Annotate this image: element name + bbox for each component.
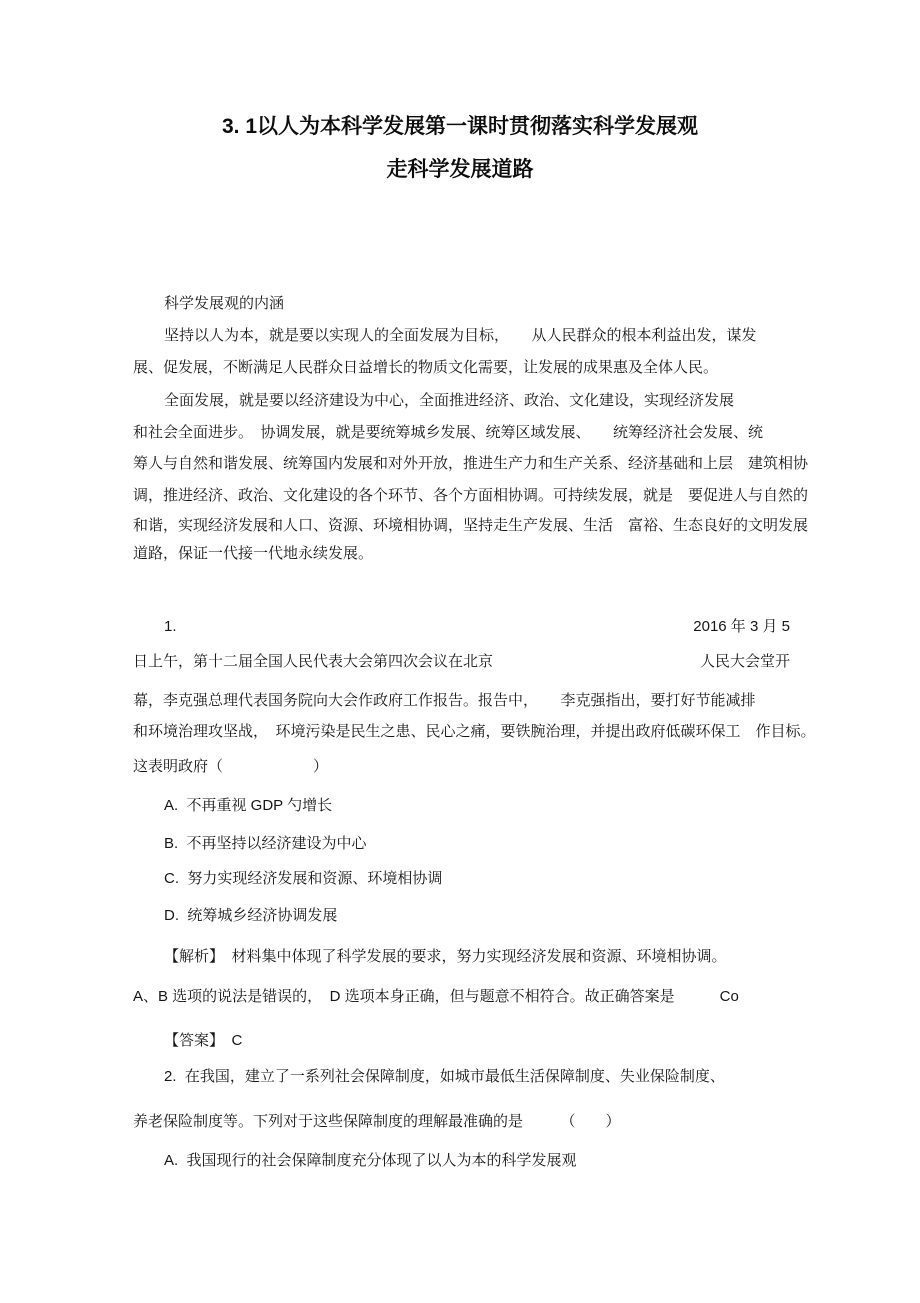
q1-line2-right: 人民大会堂开 — [699, 653, 790, 670]
q1-line2-left: 日上午，第十二届全国人民代表大会第四次会议在北京 — [133, 653, 494, 670]
q1-option-a: A. 不再重视 GDP 勺增长 — [164, 797, 333, 814]
intro-line: 全面发展，就是要以经济建设为中心，全面推进经济、政治、文化建设，实现经济发展 — [164, 392, 735, 409]
q1-stem-brackets: 这表明政府（ ） — [133, 758, 329, 775]
intro-line: 筹人与自然和谐发展、统筹国内发展和对外开放，推进生产力和生产关系、经济基础和上层 建筑相协 — [133, 455, 809, 472]
q1-option-d: D. 统筹城乡经济协调发展 — [164, 907, 338, 924]
intro-line: 展、促发展，不断满足人民群众日益增长的物质文化需要，让发展的成果惠及全体人民。 — [133, 359, 719, 376]
intro-line: 坚持以人为本，就是要以实现人的全面发展为目标， 从人民群众的根本利益出发，谋发 — [164, 327, 757, 344]
q1-answer: 【答案】 C — [164, 1032, 243, 1049]
doc-title-line-1: 3. 1以人为本科学发展第一课时贯彻落实科学发展观 — [221, 115, 699, 138]
q1-analysis-line-2: A、B 选项的说法是错误的， D 选项本身正确，但与题意不相符合。故正确答案是 Co — [133, 988, 739, 1005]
intro-line: 和谐，实现经济发展和人口、资源、环境相协调，坚持走生产发展、生活 富裕、生态良好的文明发展 — [133, 517, 809, 534]
intro-line: 道路，保证一代接一代地永续发展。 — [133, 545, 374, 562]
doc-title-line-2: 走科学发展道路 — [386, 158, 534, 181]
q2-line: 养老保险制度等。下列对于这些保障制度的理解最准确的是 （ ） — [133, 1113, 621, 1130]
q1-number: 1. — [164, 618, 177, 635]
intro-heading: 科学发展观的内涵 — [164, 295, 285, 312]
q1-option-b: B. 不再坚持以经济建设为中心 — [164, 835, 367, 852]
q2-option-a: A. 我国现行的社会保障制度充分体现了以人为本的科学发展观 — [164, 1152, 577, 1169]
q1-analysis-line-1: 【解析】 材料集中体现了科学发展的要求，努力实现经济发展和资源、环境相协调。 — [164, 948, 727, 965]
intro-line: 和社会全面进步。 协调发展，就是要统筹城乡发展、统筹区域发展、 统筹经济社会发展、统 — [133, 424, 764, 441]
q1-date: 2016 年 3 月 5 — [693, 618, 790, 635]
q1-line: 和环境治理攻坚战， 环境污染是民生之患、民心之痛，要铁腕治理，并提出政府低碳环保工 作目标。 — [133, 723, 816, 740]
q1-first-line — [133, 616, 790, 638]
q1-option-c: C. 努力实现经济发展和资源、环境相协调 — [164, 870, 443, 887]
q2-line: 2. 在我国，建立了一系列社会保障制度，如城市最低生活保障制度、失业保险制度、 — [164, 1068, 725, 1085]
intro-line: 调，推进经济、政治、文化建设的各个环节、各个方面相协调。可持续发展，就是 要促进人与自然的 — [133, 487, 809, 504]
q1-second-line — [133, 651, 790, 673]
q1-line: 幕，李克强总理代表国务院向大会作政府工作报告。报告中， 李克强指出，要打好节能减排 — [133, 692, 756, 709]
